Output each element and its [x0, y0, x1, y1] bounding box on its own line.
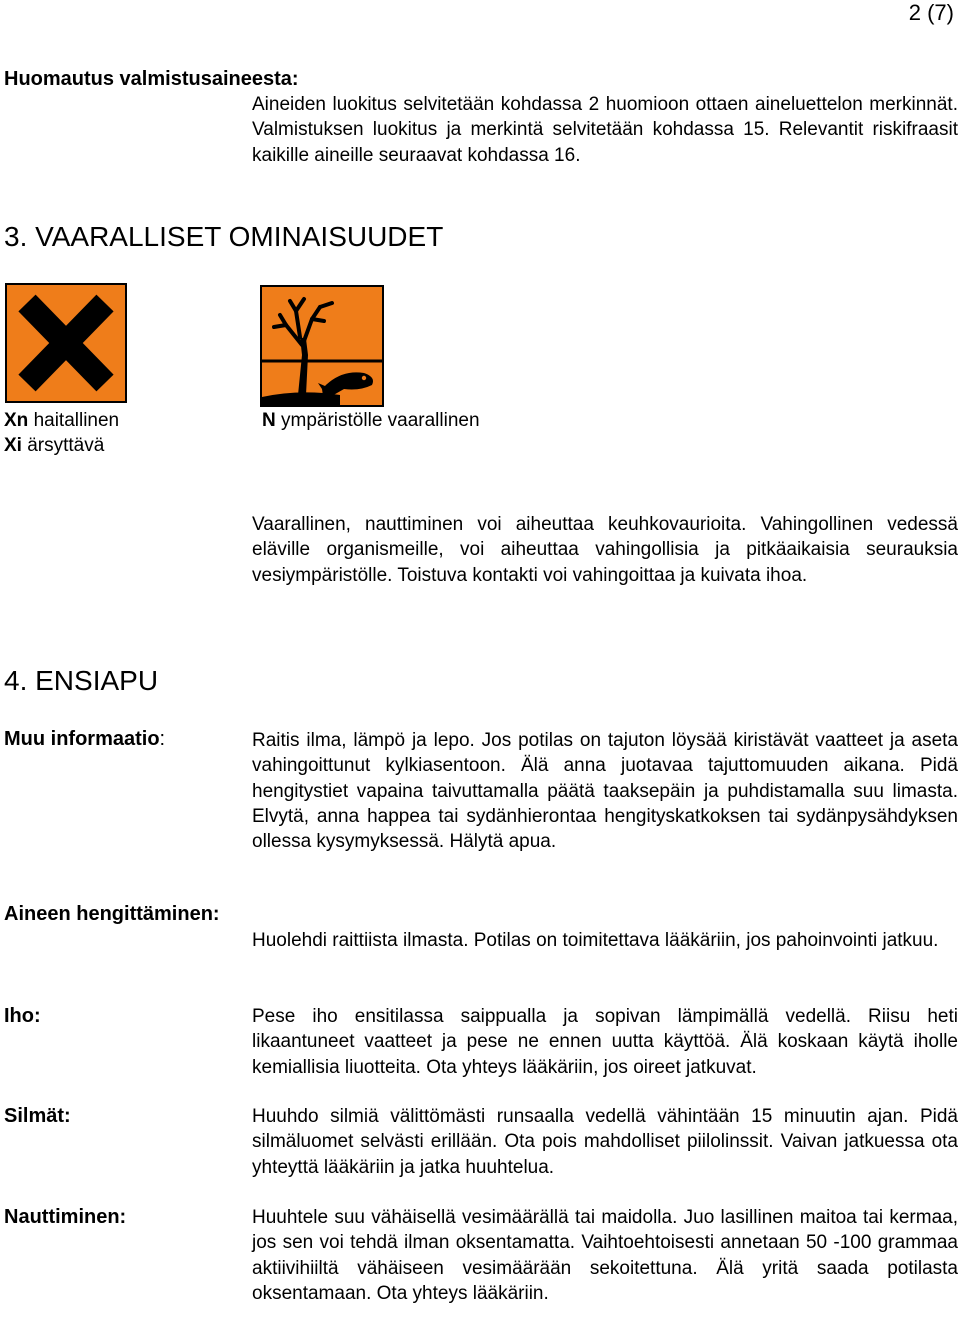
first-aid-label-text: Silmät: [4, 1105, 71, 1127]
symbol-caption-line [4, 408, 119, 433]
first-aid-label-suffix: : [159, 728, 166, 750]
symbol-code: Xn [4, 410, 29, 431]
symbol-label: ärsyttävä [27, 435, 105, 456]
first-aid-label-inhalation [4, 902, 220, 927]
section-3-title: 3. VAARALLISET OMINAISUUDET [4, 221, 444, 252]
hazard-description: Vaarallinen, nauttiminen voi aiheuttaa keuhkovaurioita. Vahingollinen vedessä eläville organismeille, voi aiheuttaa vahingollisia ja pitkäaikaisia seurauksia vesiympäristölle. Toistuva kontakti voi vahingoittaa ja kuivata ihoa. [252, 514, 958, 586]
first-aid-text-ingestion: Huuhtele suu vähäisellä vesimäärällä tai maidolla. Juo lasillinen maitoa tai kermaa, jos sen voi tehdä ilman oksentamatta. Vaihtoehtoisesti annetaan 50 -100 grammaa aktiivihiiltä vähäiseen vesimäärään sekoitettuna. Älä yritä saada potilasta oksentamaan. Ota yhteys lääkäriin. [252, 1207, 958, 1304]
first-aid-label-text: Aineen hengittäminen: [4, 903, 220, 925]
symbol-code: Xi [4, 435, 22, 456]
harmful-irritant-cross-icon [5, 283, 127, 409]
first-aid-label-skin [4, 1004, 41, 1029]
section-4-title: 4. ENSIAPU [4, 665, 159, 696]
symbol-caption-line [262, 408, 480, 433]
first-aid-label-other-info [4, 727, 165, 752]
first-aid-text-skin: Pese iho ensitilassa saippualla ja sopivan lämpimällä vedellä. Riisu heti likaantuneet vaatteet ja pese ne ennen uutta käyttöä. Älä koskaan käytä iholle kemiallisia liuotteita. Ota yhteys lääkäriin, jos oireet jatkuvat. [252, 1006, 958, 1078]
first-aid-text-eyes: Huuhdo silmiä välittömästi runsaalla vedellä vähintään 15 minuutin ajan. Pidä silmäluomet selvästi erillään. Ota pois mahdolliset piilolinssit. Vaivan jatkuessa ota yhteyttä lääkäriin ja jatka huuhtelua. [252, 1106, 958, 1178]
symbol-caption-line [4, 433, 119, 458]
note-text: Aineiden luokitus selvitetään kohdassa 2 huomioon ottaen aineluettelon merkinnät. Valmistuksen luokitus ja merkintä selvitetään kohdassa 15. Relevantit riskifraasit kaikille aineille seuraavat kohdassa 16. [252, 94, 958, 166]
first-aid-label-eyes [4, 1104, 71, 1129]
symbol-caption-xn-xi [4, 408, 119, 458]
environment-hazard-icon [260, 285, 384, 413]
symbol-caption-n [262, 408, 480, 433]
first-aid-label-ingestion [4, 1205, 126, 1230]
first-aid-text-inhalation: Huolehdi raittiista ilmasta. Potilas on toimitettava lääkäriin, jos pahoinvointi jatkuu. [252, 930, 939, 951]
symbol-code: N [262, 410, 276, 431]
note-heading: Huomautus valmistusaineesta: [4, 68, 299, 90]
first-aid-label-text: Muu informaatio [4, 728, 160, 750]
page-number: 2 (7) [908, 0, 954, 25]
first-aid-label-text: Nauttiminen: [4, 1206, 127, 1228]
first-aid-label-text: Iho: [4, 1005, 41, 1027]
symbol-label: ympäristölle vaarallinen [281, 410, 480, 431]
symbol-label: haitallinen [33, 410, 120, 431]
first-aid-text-other-info: Raitis ilma, lämpö ja lepo. Jos potilas on tajuton löysää kiristävät vaatteet ja aseta vahingoittunut kylkiasentoon. Älä anna juotavaa tajuttomuuden aikana. Pidä hengitystiet vapaina taivuttamalla päätä taaksepäin ja puhdistamalla suu limasta. Elvytä, anna happea tai sydänhierontaa hengityskatkoksen tai sydänpysähdyksen ollessa kysymyksessä. Hälytä apua. [252, 730, 958, 853]
